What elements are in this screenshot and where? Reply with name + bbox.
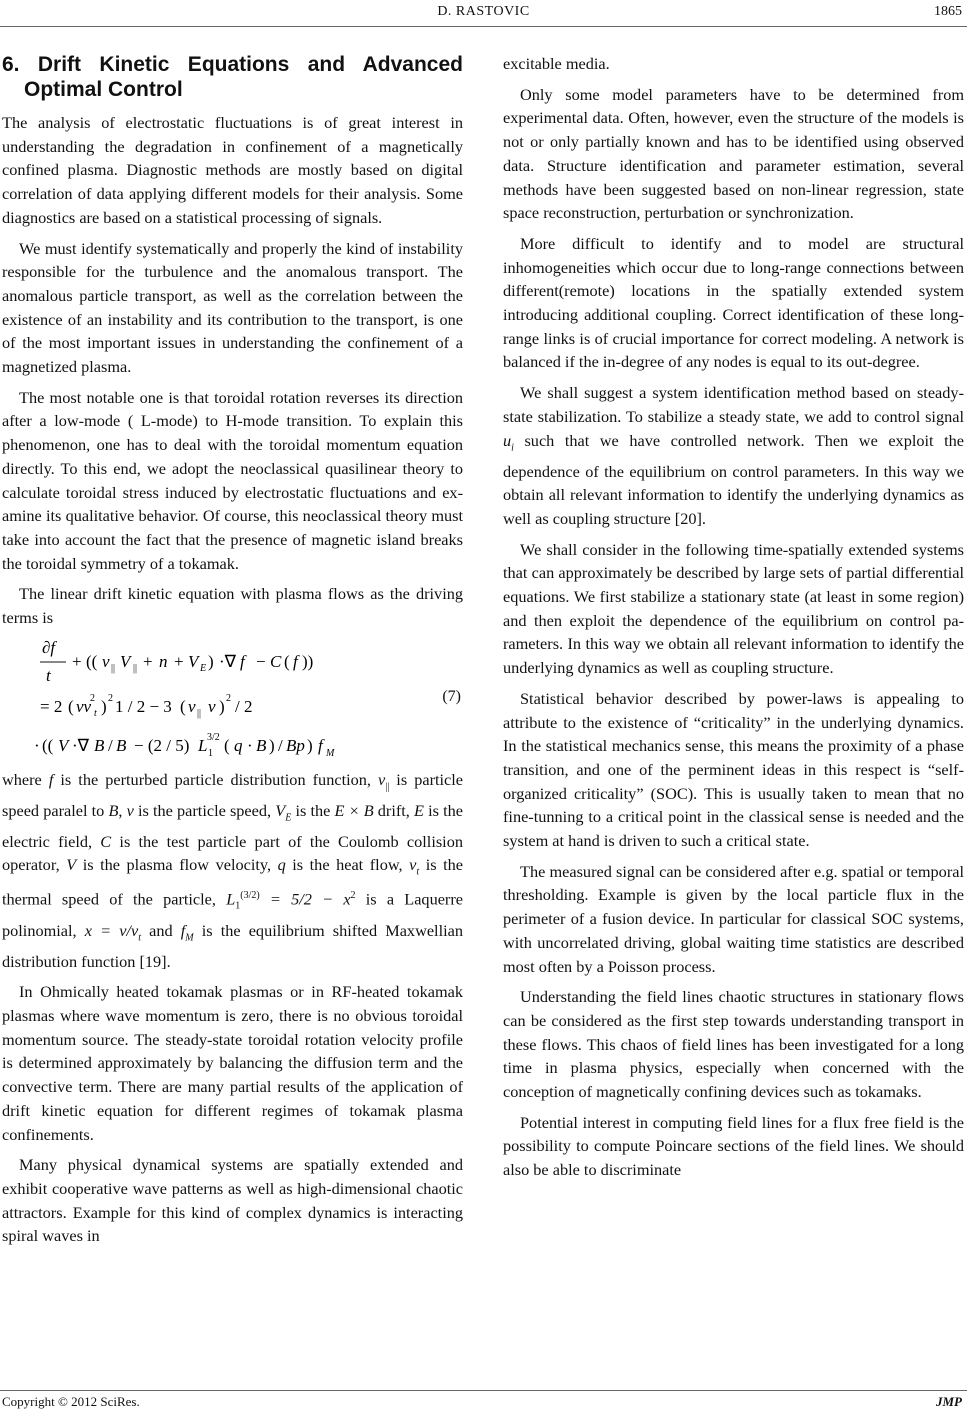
svg-text:V: V bbox=[188, 651, 199, 671]
paragraph: The measured signal can be considered after e.g. spatial or temporal thresholding. Example is given by the local particle flux in the perimeter of a fusion device. In particular for classical SOC systems, with uncorrelated driving, global waiting time statistics are described most often by a Poisson process. bbox=[503, 861, 964, 976]
svg-text:(: ( bbox=[68, 696, 74, 716]
paragraph: We must identify systematically and properly the kind of instability responsible for the turbulence and the anomalous transport. The anomalous particle transport, as well as the correlation between the existence of an instability and its contribution to the transport, is one of the most important issues in understanding the confinement of a magnetized plasma. bbox=[2, 238, 463, 377]
svg-text:V: V bbox=[120, 651, 131, 671]
svg-text:(: ( bbox=[284, 651, 290, 671]
paragraph: Only some model parameters have to be determined from experimental data. Often, however, even the structure of the models is not or only partially known and has to be identified using observed data. Structure identification and parameter estimation, several methods have been suggested based on non-linear regression, state space reconstruction, perturbation or synchronization. bbox=[503, 84, 964, 223]
svg-text:M: M bbox=[326, 747, 335, 759]
svg-text:)): )) bbox=[302, 651, 314, 671]
equation-graphic bbox=[2, 637, 463, 761]
svg-text:): ) bbox=[101, 696, 107, 716]
svg-text:/: / bbox=[278, 735, 283, 755]
svg-text:·∇: ·∇ bbox=[72, 735, 90, 755]
svg-text:L: L bbox=[198, 735, 208, 755]
paragraph: Understanding the field lines chaotic structures in stationary flows can be considered as the first step towards understanding transport in these flows. This chaos of field lines has been investigated for a long time in plasma physics, especially when concerned with the conception of magnetically confining devices such as tokamaks. bbox=[503, 987, 964, 1102]
svg-text:): ) bbox=[307, 735, 313, 755]
svg-text:/ 2: / 2 bbox=[235, 696, 253, 716]
svg-text:∂f: ∂f bbox=[42, 637, 56, 657]
svg-text:): ) bbox=[219, 696, 225, 716]
svg-text:||: || bbox=[133, 662, 138, 674]
running-head-author: D. RASTOVIC bbox=[437, 4, 530, 19]
paragraph-control-signal: We shall suggest a system identification method based on steady-state stabilization. To stabilize a steady state, we add to control signal $u_i$ such that we have controlled network. Then we exploit the dependence of the equilibrium on control parameters. In this way we obtain all relevant information to identify the underlying dynamics as well as coupling structure [20]. bbox=[503, 383, 964, 528]
journal-abbreviation: JMP bbox=[936, 1394, 962, 1409]
section-title: 6. Drift Kinetic Equations and Advanced Optimal Control bbox=[2, 53, 463, 101]
left-column bbox=[2, 52, 463, 1255]
svg-text:(: ( bbox=[180, 696, 186, 716]
svg-text:·∇: ·∇ bbox=[219, 651, 237, 671]
svg-text:2: 2 bbox=[108, 692, 113, 704]
svg-text:n: n bbox=[159, 651, 168, 671]
svg-text:||: || bbox=[111, 662, 116, 674]
svg-text:v: v bbox=[102, 651, 110, 671]
copyright-notice: Copyright © 2012 SciRes. bbox=[2, 1394, 140, 1409]
paragraph: excitable media. bbox=[503, 54, 610, 73]
svg-text:2: 2 bbox=[226, 692, 231, 704]
svg-text:/: / bbox=[108, 735, 113, 755]
svg-text:v: v bbox=[188, 696, 196, 716]
svg-text:·: · bbox=[247, 735, 253, 755]
svg-text:−: − bbox=[256, 651, 266, 671]
svg-text:f: f bbox=[293, 651, 298, 671]
svg-text:vv: vv bbox=[76, 696, 92, 716]
svg-text:+: + bbox=[143, 651, 153, 671]
paragraph: In Ohmically heated tokamak plasmas or in RF-heated tokamak plasmas where wave momentum is zero, there is no obvious toroidal momentum source. The steady-state toroidal rotation velocity profile is determined approximately by balancing the diffusion term and the convective term. There are many partial results of the application of drift kinetic equation for different regimes of tokamak plasma confinements. bbox=[2, 982, 463, 1144]
svg-text:t: t bbox=[94, 707, 97, 719]
svg-text:B: B bbox=[116, 735, 127, 755]
svg-text:): ) bbox=[208, 651, 214, 671]
svg-text:q: q bbox=[234, 735, 243, 755]
svg-text:): ) bbox=[269, 735, 275, 755]
svg-text:2: 2 bbox=[90, 692, 95, 704]
svg-text:f: f bbox=[318, 735, 323, 755]
paragraph-definitions: where f is the perturbed particle distribution function, $v_{||}$ is particle speed paralel to B, v is the particle speed, $V_E$ is the E × B drift, E is the electric field, C is the test particle part of the Coulomb collision operator, V is the plasma flow velocity, q is the heat flow, $v_t$ is the thermal speed of the particle, $L_1^{(3/2)} = 5/2 - x^2$ is a Laquerre polinomial, $x = v/v_t$ and $f_M$ is the equilibrium shifted Maxwellian distribution function [19]. bbox=[2, 769, 464, 971]
paragraph: Statistical behavior described by power-laws is appealing to attribute to the existence of “criticality” in the underlying dynamics. In the statistical mechanics sense, this means the proximity of a phase transition, and one of the perminent ideas in this respect is “self-organized criticality” (SOC). This is usually taken to mean that no fine-tunning to a critical point in the classical sense is needed and the system at hand is driven to such a critical state. bbox=[503, 688, 964, 851]
paragraph: More difficult to identify and to model are structural inhomogeneities which occur due to long-range connections between different(remote) locations in the spatially extended system introducing additional coupling. Correct identification of these long-range links is of crucial importance for correct modeling. A network is balanced if the in-degree of any nodes is equal to its out-degree. bbox=[503, 233, 964, 372]
svg-text:1: 1 bbox=[208, 747, 213, 759]
svg-text:− (2 / 5): − (2 / 5) bbox=[134, 735, 190, 755]
paragraph: The most notable one is that toroidal rotation reverses its direction after a low-mode ( L-mode) to H-mode transition. To explain this phenomenon, one has to deal with the toroidal momentum equation directly. To this end, we adopt the neoclassical quasilinear theory to calculate toroidal stress induced by electrostatic fluctuations and examine its qualitative behavior. Of course, this neoclassical theory must take into account the fact that the presence of magnetic island breaks the toroidal symmetry of a tokamak. bbox=[2, 387, 463, 573]
svg-text:+: + bbox=[174, 651, 184, 671]
svg-text:·: · bbox=[34, 735, 40, 755]
paragraph: Many physical dynamical systems are spatially extended and exhibit cooperative wave patterns as well as high-dimensional chaotic attractors. Example for this kind of complex dynamics is interacting spiral waves in bbox=[2, 1155, 463, 1246]
svg-text:v: v bbox=[208, 696, 216, 716]
svg-text:3/2: 3/2 bbox=[207, 731, 220, 743]
svg-text:f: f bbox=[240, 651, 245, 671]
svg-text:E: E bbox=[200, 662, 207, 674]
paragraph: Potential interest in computing field lines for a flux free field is the possibility to compute Poincare sections of the field lines. We should also be able to discriminate bbox=[503, 1112, 964, 1180]
svg-text:1 / 2 − 3: 1 / 2 − 3 bbox=[115, 696, 172, 716]
header-rule bbox=[0, 26, 967, 27]
svg-text:||: || bbox=[197, 707, 202, 719]
paragraph: The linear drift kinetic equation with plasma flows as the driving terms is bbox=[2, 584, 463, 628]
svg-text:B: B bbox=[256, 735, 267, 755]
svg-text:= 2: = 2 bbox=[40, 696, 63, 716]
svg-text:C: C bbox=[270, 651, 282, 671]
svg-text:B: B bbox=[94, 735, 105, 755]
svg-text:((: (( bbox=[86, 651, 98, 671]
page-number: 1865 bbox=[934, 4, 962, 19]
svg-text:V: V bbox=[58, 735, 69, 755]
running-head bbox=[0, 0, 967, 32]
svg-text:t: t bbox=[46, 665, 51, 685]
paragraph: We shall consider in the following time-spatially extended systems that can approximately be described by large sets of partial differential equations. We first stabilize a stationary state (at least in some region) and then exploit the dependence of the equilibrium on control parameters. In this way we obtain all relevant information to identify the underlying dynamics as well as coupling structure. bbox=[503, 539, 964, 678]
paragraph: The analysis of electrostatic fluctuations is of great interest in understanding the degradation in confinement of a magnetically confined plasma. Diagnostic methods are mostly based on digital correlation of data applying different models for their analysis. Some diagnostics are based on a statistical processing of signals. bbox=[2, 113, 463, 227]
equation-number: (7) bbox=[442, 687, 461, 705]
equation-7 bbox=[2, 637, 463, 761]
svg-text:(: ( bbox=[224, 735, 230, 755]
footer-rule bbox=[0, 1390, 967, 1391]
svg-text:+: + bbox=[72, 651, 82, 671]
right-column bbox=[503, 52, 964, 1189]
svg-text:((: (( bbox=[42, 735, 54, 755]
svg-text:Bp: Bp bbox=[286, 735, 305, 755]
